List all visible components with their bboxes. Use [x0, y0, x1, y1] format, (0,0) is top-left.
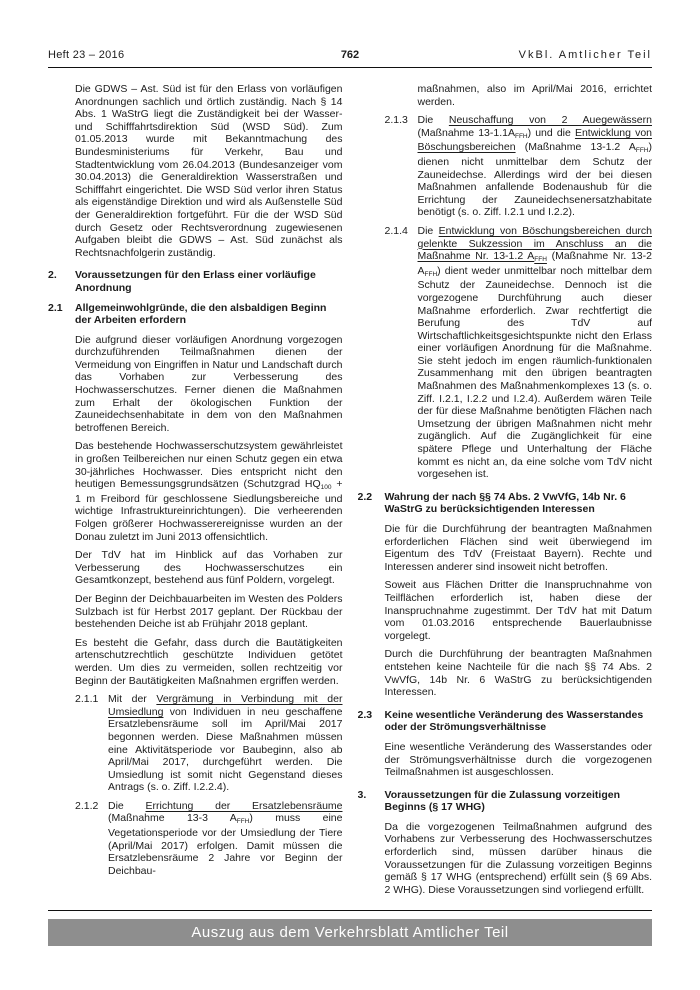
section-number: 2.2 — [357, 490, 373, 503]
bottom-margin — [48, 946, 652, 990]
page-number: 762 — [340, 49, 360, 61]
journal-title: VkBl. Amtlicher Teil — [518, 49, 652, 61]
item-text: Die Entwicklung von Böschungsbereichen durch gelenkte Sukzession im Anschluss an die Maßnahme Nr. 13-1.2 AFFH (Maßnahme Nr. 13-2 AFFH) dient weder unmittelbar noch mittelbar dem Schutz der Zauneidechse. Dennoch ist die vorgezogene Durchführung auch dieser Maßnahme erforderlich. Zwar rechtfertigt die Berufung des TdV auf Wirtschaftlichkeitsgesichtspunkte nicht den Erlass einer vorläufigen Anordnung für die Maßnahme. Sie steht jedoch im engen räumlich-funktionalen Zusammenhang mit den übrigen beantragten Maßnahmen des Maßnahmenkomplexes 13 (s. o. Ziff. I.2.1, I.2.2 und I.2.4). Außerdem wären Teile der für diese Maßnahme benötigten Flächen nach Umsetzung der übrigen Maßnahmen nicht mehr zugänglich. Auf die Zugänglichkeit für eine spätere Pflege und Unterhaltung der Fläche kommt es nicht an, da eine solche vom TdV nicht vorgesehen ist. — [417, 224, 652, 481]
numbered-item-2-1-2 — [75, 800, 343, 878]
paragraph-dritte: Soweit aus Flächen Dritter die Inanspruchnahme von Teilflächen erforderlich ist, haben diese der Inanspruchnahme zugestimmt. Der TdV hat mit Datum vom 01.03.2016 entsprechende Bauerlaubnisse vorgelegt. — [384, 579, 652, 642]
section-heading-2 — [48, 269, 343, 294]
section-number: 2.1 — [48, 301, 63, 314]
header-rule — [48, 67, 652, 68]
paragraph-gdws: Die GDWS – Ast. Süd ist für den Erlass von vorläufigen Anordnungen sachlich und örtlich zuständig. Nach § 14 Abs. 1 WaStrG liegt die Zuständigkeit bei der Wasser- und Schifffahrtsdirektion Süd (WSD Süd). Zum 01.05.2013 wurde mit Bekanntmachung des Bundesministeriums für Verkehr, Bau und Stadtentwicklung vom 26.04.2013 (Bundesanzeiger vom 30.04.2013) die Generaldirektion Wasserstraßen und Schifffahrt eingerichtet. Die WSD Süd verlor ihren Status als eigenständige Direktion und wird als Außenstelle Süd der Generaldirektion fortgeführt. Für die der WSD Süd durch Gesetz oder Rechtsverordnung zugewiesenen Aufgaben bleibt die GDWS – Ast. Süd zunächst als Rechtsnachfolgerin zuständig. — [75, 83, 343, 259]
numbered-item-2-1-4 — [385, 225, 653, 481]
item-number: 2.1.1 — [75, 693, 99, 706]
paragraph-flaechen: Die für die Durchführung der beantragten Maßnahmen erforderlichen Flächen sind weit überwiegend im Eigentum des TdV (Freistaat Bayern). Rechte und Interessen anderer sind insoweit nicht betroffen. — [384, 523, 652, 573]
paragraph-hochwasserschutz: Das bestehende Hochwasserschutzsystem gewährleistet in großen Teilbereichen nur einen Schutz gegen ein etwa 30-jährliches Hochwasser. Dies entspricht nicht den heutigen Bemessungsgrundsätzen (Schutzgrad HQ100 + 1 m Freibord für geschlossene Siedlungsbereiche und wichtige Infrastruktureinrichtungen). Die verheerenden Folgen größerer Hochwasserereignisse wurden an der Donau zuletzt im Juni 2013 offensichtlich. — [75, 440, 343, 543]
two-column-body — [48, 83, 652, 908]
item-number: 2.1.4 — [384, 224, 408, 237]
section-heading-3 — [358, 789, 653, 814]
numbered-item-2-1-3 — [385, 114, 653, 219]
paragraph-tdv-gesamtkonzept: Der TdV hat im Hinblick auf das Vorhaben zur Verbesserung des Hochwasserschutzes ein Gesamtkonzept, bestehend aus fünf Poldern, vorgelegt. — [75, 549, 343, 587]
item-text: Die Errichtung der Ersatzlebensräume (Maßnahme 13-3 AFFH) muss eine Vegetationsperiode vor der Umsiedlung der Tiere (April/Mai 2017) erfolgen. Damit müssen die Ersatzlebensräume 2 Jahre vor Beginn der Deichbau- — [108, 799, 343, 877]
paragraph-gefahr: Es besteht die Gefahr, dass durch die Bautätigkeiten artenschutzrechtlich geschützte Individuen getötet werden. Um dies zu vermeiden, sollen rechtzeitig vor Beginn der Bautätigkeiten Maßnahmen ergriffen werden. — [75, 636, 343, 687]
footer-banner — [48, 919, 652, 946]
paragraph-allgemeinwohl: Die aufgrund dieser vorläufigen Anordnung vorgezogen durchzuführenden Teilmaßnahmen dienen der Vermeidung von Eingriffen in Natur und Landschaft durch das Vorhaben zur Verbesserung des Hochwasserschutzes. Ferner dienen die Maßnahmen zum Erhalt der ökologischen Funktion der Zauneidechsenhabitate in dem von den Maßnahmen betroffenen Bereich. — [75, 333, 343, 434]
item-number: 2.1.3 — [384, 114, 408, 127]
paragraph-nachteile: Durch die Durchführung der beantragten Maßnahmen entstehen keine Nachteile für die nach §§ 74 Abs. 2 VwVfG, 14b Nr. 6 WaStrG zu berücksichtigenden Interessen. — [384, 648, 652, 699]
footer-rule — [48, 910, 652, 911]
item-text: Mit der Vergrämung in Verbindung mit der Umsiedlung von Individuen in neu geschaffene Ersatzlebensräume soll im April/Mai 2017 begonnen werden. Diese Maßnahmen müssen eine Aktivitätsperiode vor Baubeginn, also ab April/Mai 2017, durchgeführt werden. Die Umsiedlung ist somit nicht Gegenstand dieses Antrags (s. o. Ziff. I.2.2.4). — [108, 693, 343, 794]
section-title: Wahrung der nach §§ 74 Abs. 2 VwVfG, 14b Nr. 6 WaStrG zu berücksichtigenden Interessen — [384, 490, 626, 516]
section-title: Allgemeinwohlgründe, die den alsbaldigen Beginn der Arbeiten erfordern — [75, 301, 327, 327]
item-number: 2.1.2 — [75, 799, 99, 812]
paragraph-deichbau-termine: Der Beginn der Deichbauarbeiten im Westen des Polders Sulzbach ist für Herbst 2017 geplant. Der Rückbau der bestehenden Deiche ist ab Frühjahr 2018 geplant. — [75, 592, 343, 631]
section-title: Voraussetzungen für die Zulassung vorzeitigen Beginns (§ 17 WHG) — [384, 788, 621, 814]
page-header — [48, 48, 652, 62]
right-column — [358, 83, 653, 908]
issue-label: Heft 23 – 2016 — [48, 49, 125, 61]
paragraph-voraussetzungen: Da die vorgezogenen Teilmaßnahmen aufgrund des Vorhabens zur Verbesserung des Hochwasserschutzes erforderlich sind, müssen darüber hinaus die Voraussetzungen für die Zulassung vorzeitigen Beginns gemäß § 17 WHG (entsprechend) erfüllt sein (§ 69 Abs. 2 WHG). Diese Voraussetzungen sind vorliegend erfüllt. — [384, 820, 652, 896]
numbered-item-2-1-1 — [75, 693, 343, 794]
item-text: Die Neuschaffung von 2 Auegewässern (Maßnahme 13-1.1AFFH) und die Entwicklung von Böschungsbereichen (Maßnahme 13-1.2 AFFH) dienen nicht unmittelbar dem Schutz der Zauneidechse. Allerdings wird der bei diesen Maßnahmen anfallende Bodenaushub für die Errichtung der Zauneidechsenersatzhabitate benötigt (s. o. Ziff. I.2.1 und I.2.2). — [417, 114, 652, 219]
section-heading-2-3 — [358, 709, 653, 734]
section-number: 3. — [357, 788, 367, 801]
paragraph-veraenderung: Eine wesentliche Veränderung des Wasserstandes oder der Strömungsverhältnisse durch die vorgezogenen Teilmaßnahmen ist ausgeschlossen. — [384, 740, 652, 779]
paragraph-continuation: maßnahmen, also im April/Mai 2016, errichtet werden. — [417, 83, 652, 108]
banner-text: Auszug aus dem Verkehrsblatt Amtlicher Teil — [191, 924, 509, 941]
left-column — [48, 83, 343, 908]
section-number: 2.3 — [357, 708, 373, 721]
section-title: Keine wesentliche Veränderung des Wasserstandes oder der Strömungsverhältnisse — [384, 708, 644, 734]
section-heading-2-1 — [48, 302, 343, 327]
section-number: 2. — [48, 269, 57, 282]
section-title: Voraussetzungen für den Erlass einer vorläufige Anordnung — [75, 269, 316, 294]
section-heading-2-2 — [358, 491, 653, 516]
